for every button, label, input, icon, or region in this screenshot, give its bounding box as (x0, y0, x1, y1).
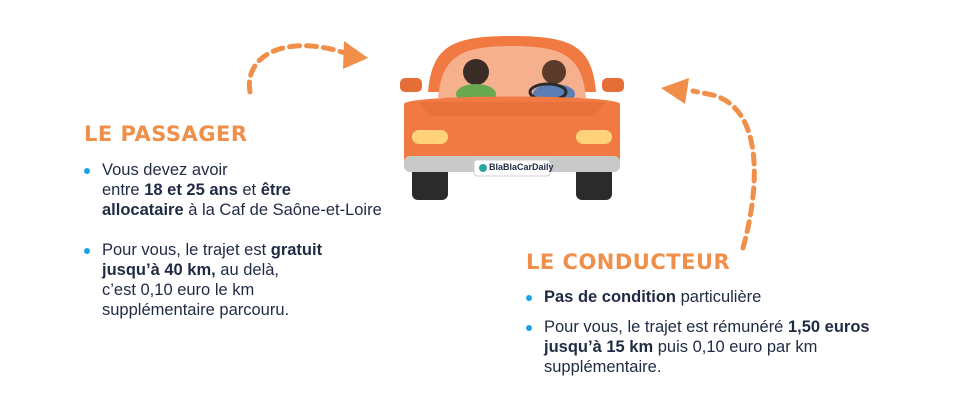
text: Pour vous, le trajet est rémunéré (544, 318, 788, 336)
conducteur-bullet-condition (526, 287, 926, 307)
dashed-curved-arrow-icon (655, 70, 775, 260)
passager-bullet-age (84, 160, 414, 220)
text: Vous devez avoir (102, 161, 228, 179)
age-range: 18 et 25 ans (144, 181, 238, 199)
car-illustration (398, 32, 626, 204)
conducteur-bullet-remuneration (526, 317, 926, 377)
emphasis: gratuit (270, 241, 323, 259)
text: à la Caf de Saône-et-Loire (183, 201, 382, 219)
text: puis 0,10 euro par km (653, 338, 818, 356)
passager-bullet-price (84, 240, 414, 320)
distance: jusqu’à 15 km (544, 338, 654, 356)
text: entre (102, 181, 145, 199)
text: et (237, 181, 261, 199)
text: au delà, (215, 261, 280, 279)
emphasis: allocataire (102, 201, 184, 219)
passager-heading: LE PASSAGER (84, 122, 248, 146)
dashed-curved-arrow-icon (240, 28, 390, 100)
passager-conditions-list (84, 160, 414, 320)
distance: jusqu’à 40 km, (102, 261, 216, 279)
text: supplémentaire. (544, 358, 662, 376)
emphasis: être (260, 181, 291, 199)
amount: 1,50 euros (787, 318, 870, 336)
license-plate-text: BlaBlaCarDaily (489, 162, 554, 172)
conducteur-heading: LE CONDUCTEUR (526, 250, 731, 274)
emphasis: Pas de condition (544, 288, 677, 306)
conducteur-conditions-list (526, 287, 926, 377)
text: supplémentaire parcouru. (102, 301, 290, 319)
text: particulière (676, 288, 762, 306)
text: Pour vous, le trajet est (102, 241, 271, 259)
text: c’est 0,10 euro le km (102, 281, 255, 299)
